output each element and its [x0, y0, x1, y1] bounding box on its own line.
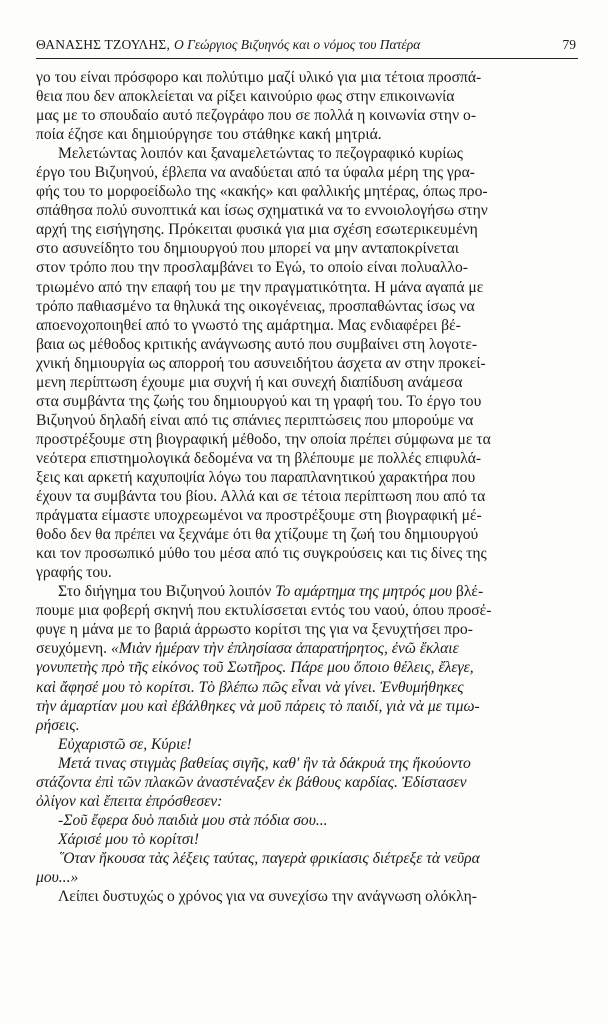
text-line — [36, 639, 572, 658]
text-line: αποενοχοποιηθεί από το γνωστό της αμάρτημα. Μας ενδιαφέρει βέ- — [36, 316, 461, 334]
text-line: Βιζυηνού δηλαδή είναι από τις σπάνιες περιπτώσεις που μπορούμε να — [36, 411, 474, 429]
text-line: Λείπει δυστυχώς ο χρόνος για να συνεχίσω την ανάγνωση ολόκλη- — [58, 888, 477, 906]
text-line: και τον προσωπικό μύθο του μέσα από τις συγκρούσεις και τις δίνες της — [36, 545, 487, 563]
text-line: σπάθησα πολύ συνοπτικά και ίσως σχηματικά να το εννοιολογήσω στην — [36, 202, 488, 220]
text-line: τρόπο παθιασμένο τα θηλυκά της οικογένειας, προσπαθώντας ίσως να — [36, 297, 475, 315]
line-text: σευχόμενη. — [36, 640, 111, 658]
text-line: γο του είναι πρόσφορο και πολύτιμο μαζί υλικό για μια τέτοια προσπά- — [36, 69, 482, 86]
text-line: ρήσεις. — [36, 716, 80, 734]
text-line: στα συμβάντα της ζωής του δημιουργού και τη γραφή του. Το έργο του — [36, 392, 482, 410]
text-line: μας με το σπουδαίο αυτό πεζογράφο που σε πολλά η κοινωνία στην ο- — [36, 107, 477, 125]
text-line: γονυπετὴς πρὸ τῆς εἰκόνος τοῦ Σωτῆρος. Πάρε μου ὅποιο θέλεις, ἔλεγε, — [36, 659, 474, 677]
text-line: φής του το μορφοείδωλο της «κακής» και φαλλικής μητέρας, όπως προ- — [36, 183, 488, 201]
text-line: μου...» — [36, 868, 79, 886]
text-line: θεια που δεν αποκλείεται να ρίξει καινούριο φως στην επικοινωνία — [36, 88, 455, 106]
text-line: ὀλίγον καὶ ἔπειτα ἐπρόσθεσεν: — [36, 792, 223, 810]
text-line: στον τρόπο που την προσλαμβάνει το Εγώ, το οποίο είναι πολυαλλο- — [36, 259, 469, 277]
text-line: αρχή της εισήγησης. Πρόκειται φυσικά για μια σχέση εσωτερικευμένη — [36, 221, 478, 239]
text-line — [36, 582, 572, 601]
line-text: βλέ- — [452, 583, 484, 601]
italic-title: Το αμάρτημα της μητρός μου — [275, 583, 453, 601]
text-line: έχουν τα συμβάντα του βίου. Αλλά και σε τέτοια περίπτωση που από τα — [36, 488, 486, 506]
text-line: νεότερα επιστημολογικά δεδομένα να τη βλέπουμε με πολλές επιφυλά- — [36, 449, 482, 467]
text-line: ποία έζησε και δημιούργησε του στάθηκε κακή μητριά. — [36, 126, 382, 144]
text-line: γραφής του. — [36, 564, 112, 582]
italic-title: «Μιὰν ἡμέραν τὴν ἐπλησίασα ἀπαρατήρητος, ἐνῶ ἔκλαιε — [110, 640, 459, 658]
text-line: βαια ως μέθοδος κριτικής ανάγνωσης αυτό που συμβαίνει στη λογοτε- — [36, 335, 478, 353]
text-line: Χάρισέ μου τὸ κορίτσι! — [58, 830, 200, 848]
text-line: -Σοῦ ἔφερα δυὸ παιδιὰ μου στὰ πόδια σου... — [58, 811, 328, 829]
page-number: 79 — [562, 37, 576, 52]
text-line: στο ασυνείδητο του δημιουργού που μπορεί να μην ανταποκρίνεται — [36, 240, 459, 258]
text-line: ξεις και αρκετή καχυποψία λόγω του παραπλανητικού χαρακτήρα που — [36, 468, 476, 486]
header-author: ΘΑΝΑΣΗΣ ΤΖΟΥΛΗΣ, — [36, 37, 171, 52]
text-line: μενη περίπτωση έχουμε μια συχνή ή και συνεχή διαπίδυση ανάμεσα — [36, 373, 463, 391]
text-line: Μετά τινας στιγμὰς βαθείας σιγῆς, καθ' ἣν τὰ δάκρυά της ἤκούοντο — [58, 754, 471, 772]
text-line: στάζοντα ἐπὶ τῶν πλακῶν ἀναστέναξεν ἐκ βάθους καρδίας. Ἐδίστασεν — [36, 773, 467, 791]
line-text: Στο διήγημα του Βιζυηνού λοιπόν — [58, 583, 276, 601]
text-line: έργο του Βιζυηνού, έβλεπα να αναδύεται από τα ύφαλα μέρη της γρα- — [36, 164, 475, 182]
text-line: προστρέξουμε στη βιογραφική μέθοδο, την οποία πρέπει σύμφωνα με τα — [36, 430, 491, 448]
text-line: φυγε η μάνα με το βαριά άρρωστο κορίτσι της για να ξενυχτήσει προ- — [36, 621, 473, 639]
running-header — [36, 37, 576, 57]
header-rule — [36, 58, 578, 59]
text-line: Εὐχαριστῶ σε, Κύριε! — [58, 735, 192, 753]
text-line: πουμε μια φοβερή σκηνή που εκτυλίσσεται εντός του ναού, όπου προσέ- — [36, 602, 492, 620]
text-line: τὴν ἁμαρτίαν μου καὶ ἐβάλθηκες νὰ μοῦ πάρεις τὸ παιδί, γιὰ νὰ με τιμω- — [36, 697, 480, 715]
text-line: χνική δημιουργία ως απορροή του ασυνειδήτου άσχετα αν στην προκεί- — [36, 354, 486, 372]
text-line: πράγματα είμαστε υποχρεωμένοι να προστρέξουμε στη βιογραφική μέ- — [36, 507, 482, 525]
header-title: Ο Γεώργιος Βιζυηνός και ο νόμος του Πατέρα — [174, 37, 421, 52]
text-line: θοδο δεν θα πρέπει να ξεχνάμε ότι θα χτίζουμε τη ζωή του δημιουργού — [36, 526, 479, 544]
body-text — [36, 68, 572, 906]
text-line: καὶ ἄφησέ μου τὸ κορίτσι. Τὸ βλέπω πῶς εἶναι νὰ γίνει. Ἐνθυμήθηκες — [36, 678, 464, 696]
text-line: τριωμένο από την επαφή του με την πραγματικότητα. Η μάνα αγαπά με — [36, 278, 484, 296]
text-line: ῞Οταν ἤκουσα τὰς λέξεις ταύτας, παγερὰ φρικίασις διέτρεξε τὰ νεῦρα — [58, 849, 480, 867]
text-line: Μελετώντας λοιπόν και ξαναμελετώντας το πεζογραφικό κυρίως — [58, 145, 463, 163]
